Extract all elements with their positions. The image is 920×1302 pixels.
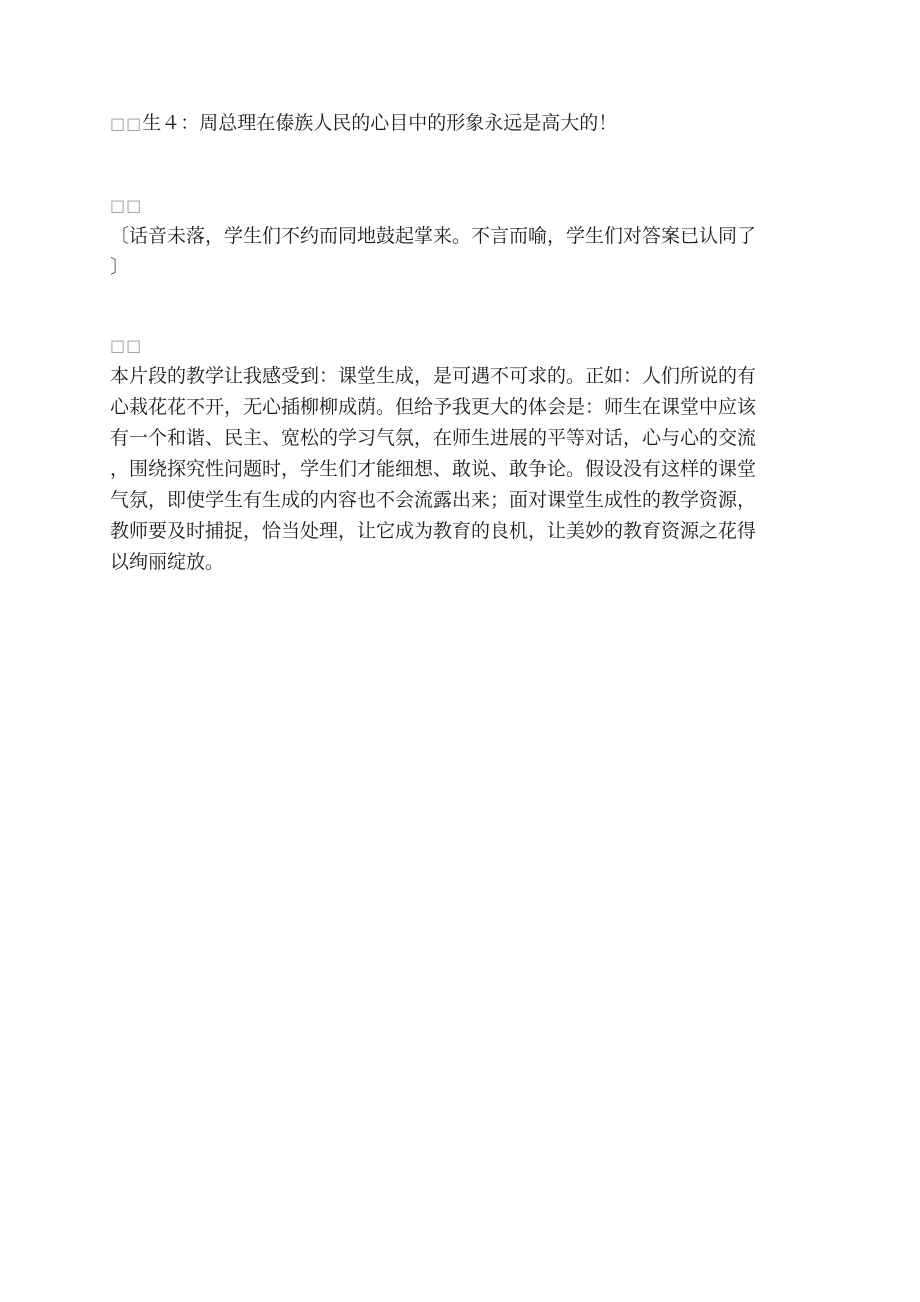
paragraph-line: ，围绕探究性问题时，学生们才能细想、敢说、敢争论。假设没有这样的课堂 <box>110 458 757 480</box>
paragraph-line: 〔话音未落，学生们不约而同地鼓起掌来。不言而喻，学生们对答案已认同了 <box>110 225 757 247</box>
teaching-reflection <box>110 330 800 578</box>
paragraph-line <box>110 108 800 139</box>
classroom-reaction-note <box>110 190 800 283</box>
indent-line <box>110 330 800 361</box>
paragraph-line: 有一个和谐、民主、宽松的学习气氛，在师生进展的平等对话，心与心的交流 <box>110 427 757 449</box>
paragraph-line: 以绚丽绽放。 <box>110 551 225 573</box>
statement-text: 生４：周总理在傣族人民的心目中的形象永远是高大的！ <box>142 112 618 134</box>
indent-placeholder: □□ <box>110 114 143 133</box>
paragraph-line: 〕 <box>110 256 130 278</box>
paragraph-line: 教师要及时捕捉，恰当处理，让它成为教育的良机，让美妙的教育资源之花得 <box>110 520 757 542</box>
indent-line <box>110 190 800 221</box>
indent-placeholder: □□ <box>110 196 143 215</box>
student-4-statement <box>110 108 800 139</box>
paragraph-line: 本片段的教学让我感受到：课堂生成，是可遇不可求的。正如：人们所说的有 <box>110 365 757 387</box>
paragraph-line: 气氛，即使学生有生成的内容也不会流露出来；面对课堂生成性的教学资源， <box>110 489 757 511</box>
indent-placeholder: □□ <box>110 336 143 355</box>
paragraph-line: 心栽花花不开，无心插柳柳成荫。但给予我更大的体会是：师生在课堂中应该 <box>110 396 757 418</box>
